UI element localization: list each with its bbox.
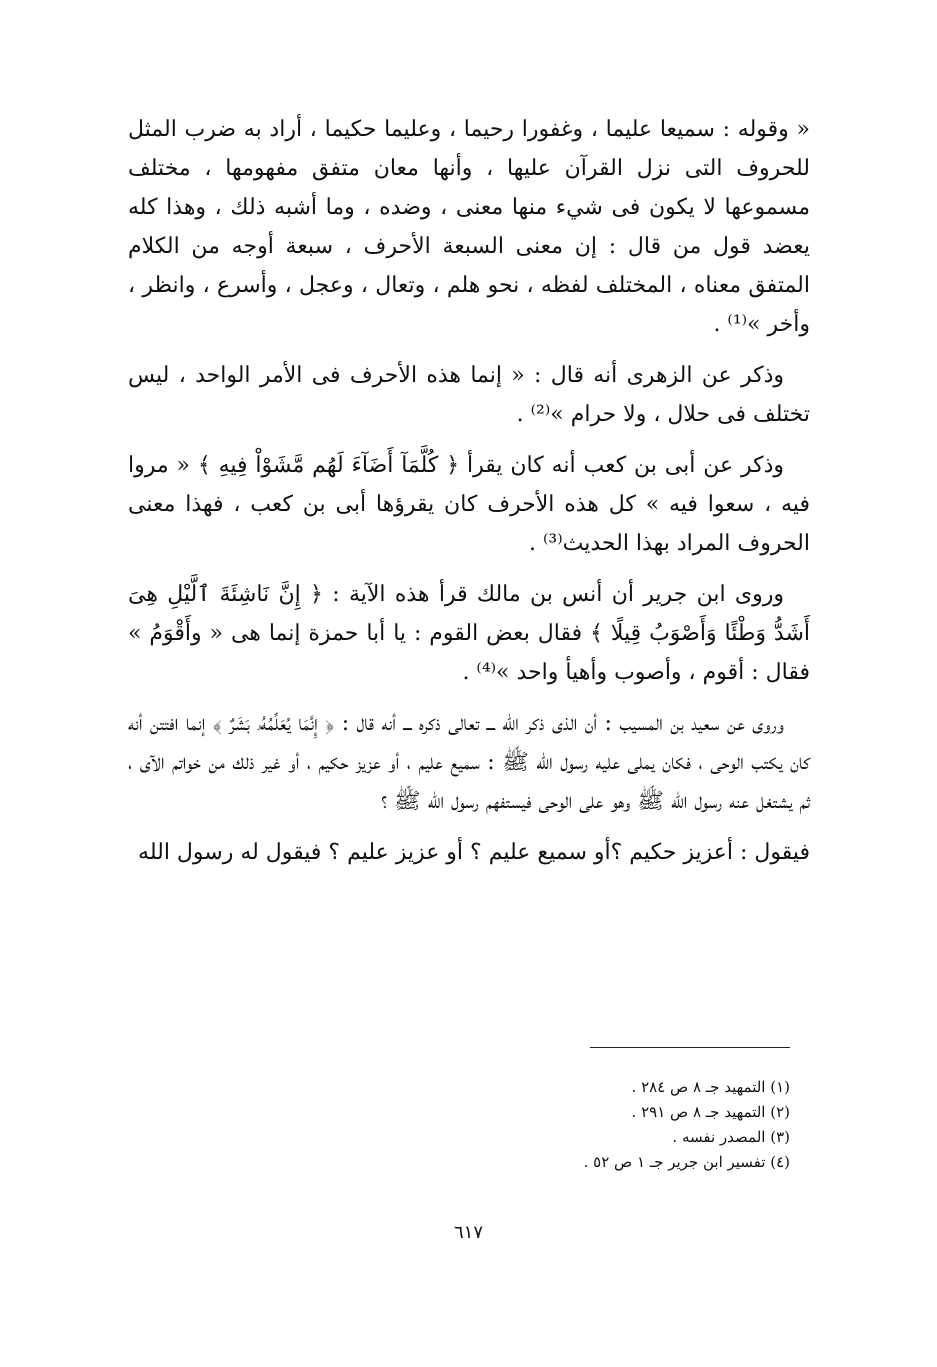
paragraph-3: وذكر عن أبى بن كعب أنه كان يقرأ ﴿ كُلَّمَآ أَضَآءَ لَهُم مَّشَوْاْ فِيهِ ﴾ « مروا فيه ، سعوا فيه » كل هذه الأحرف كان يقرؤها أبى بن كعب ، فهذا معنى الحروف المراد بهذا الحديث⁽³⁾ .	[128, 453, 810, 556]
paragraph-4: وروى ابن جرير أن أنس بن مالك قرأ هذه الآية : ﴿ إِنَّ نَاشِئَةَ ٱلَّيْلِ هِىَ أَشَدُّ وَطْئًا وَأَصْوَبُ قِيلًا ﴾ فقال بعض القوم : يا أبا حمزة إنما هى « وأَقْوَمُ » فقال : أقوم ، وأصوب وأهيأ واحد »⁽⁴⁾ .	[128, 582, 810, 685]
paragraph-1: « وقوله : سميعا عليما ، وغفورا رحيما ، وعليما حكيما ، أراد به ضرب المثل للحروف التى نزل القرآن عليها ، وأنها معان متفق مفهومها ، مختلف مسموعها لا يكون فى شيء منها معنى ، وضده ، وما أشبه ذلك ، وهذا كله يعضد قول من قال : إن معنى السبعة الأحرف ، سبعة أوجه من الكلام المتفق معناه ، المختلف لفظه ، نحو هلم ، وتعال ، وعجل ، وأسرع ، وانظر ، وأخر »⁽¹⁾ .	[128, 117, 810, 337]
footnote-3: (٣) المصدر نفسه .	[672, 1128, 790, 1146]
page-body	[128, 110, 810, 872]
footnote-1: (١) التمهيد جـ ٨ ص ٢٨٤ .	[631, 1078, 790, 1096]
footnote-2: (٢) التمهيد جـ ٨ ص ٢٩١ .	[631, 1103, 790, 1121]
paragraph-6: فيقول : أعزيز حكيم ؟أو سميع عليم ؟ أو عزيز عليم ؟ فيقول له رسول الله	[138, 840, 810, 865]
footnote-4: (٤) تفسير ابن جرير جـ ١ ص ٥٢ .	[583, 1153, 790, 1171]
footnotes	[420, 1075, 790, 1175]
paragraph-2: وذكر عن الزهرى أنه قال : « إنما هذه الأحرف فى الأمر الواحد ، ليس تختلف فى حلال ، ولا حرام »⁽²⁾ .	[128, 363, 810, 427]
paragraph-5: وروى عن سعيد بن المسيب : أن الذى ذكر الله ـــ تعالى ذكره ـــ أنه قال : ﴿ إِنَّمَا يُعَلِّمُهُۥ بَشَرٌ ﴾ إنما افتتن أنه كان يكتب الوحى ، فكان يملى عليه رسول الله ﷺ : سميع عليم ، أو عزيز حكيم ، أو غير ذلك من خواتم الآى ، ثم يشتغل عنه رسول الله ﷺ وهو على الوحى فيستفهم رسول الله ﷺ ؟	[128, 711, 810, 814]
page-number: ٦١٧	[453, 1222, 483, 1243]
footnote-divider	[590, 1047, 790, 1048]
